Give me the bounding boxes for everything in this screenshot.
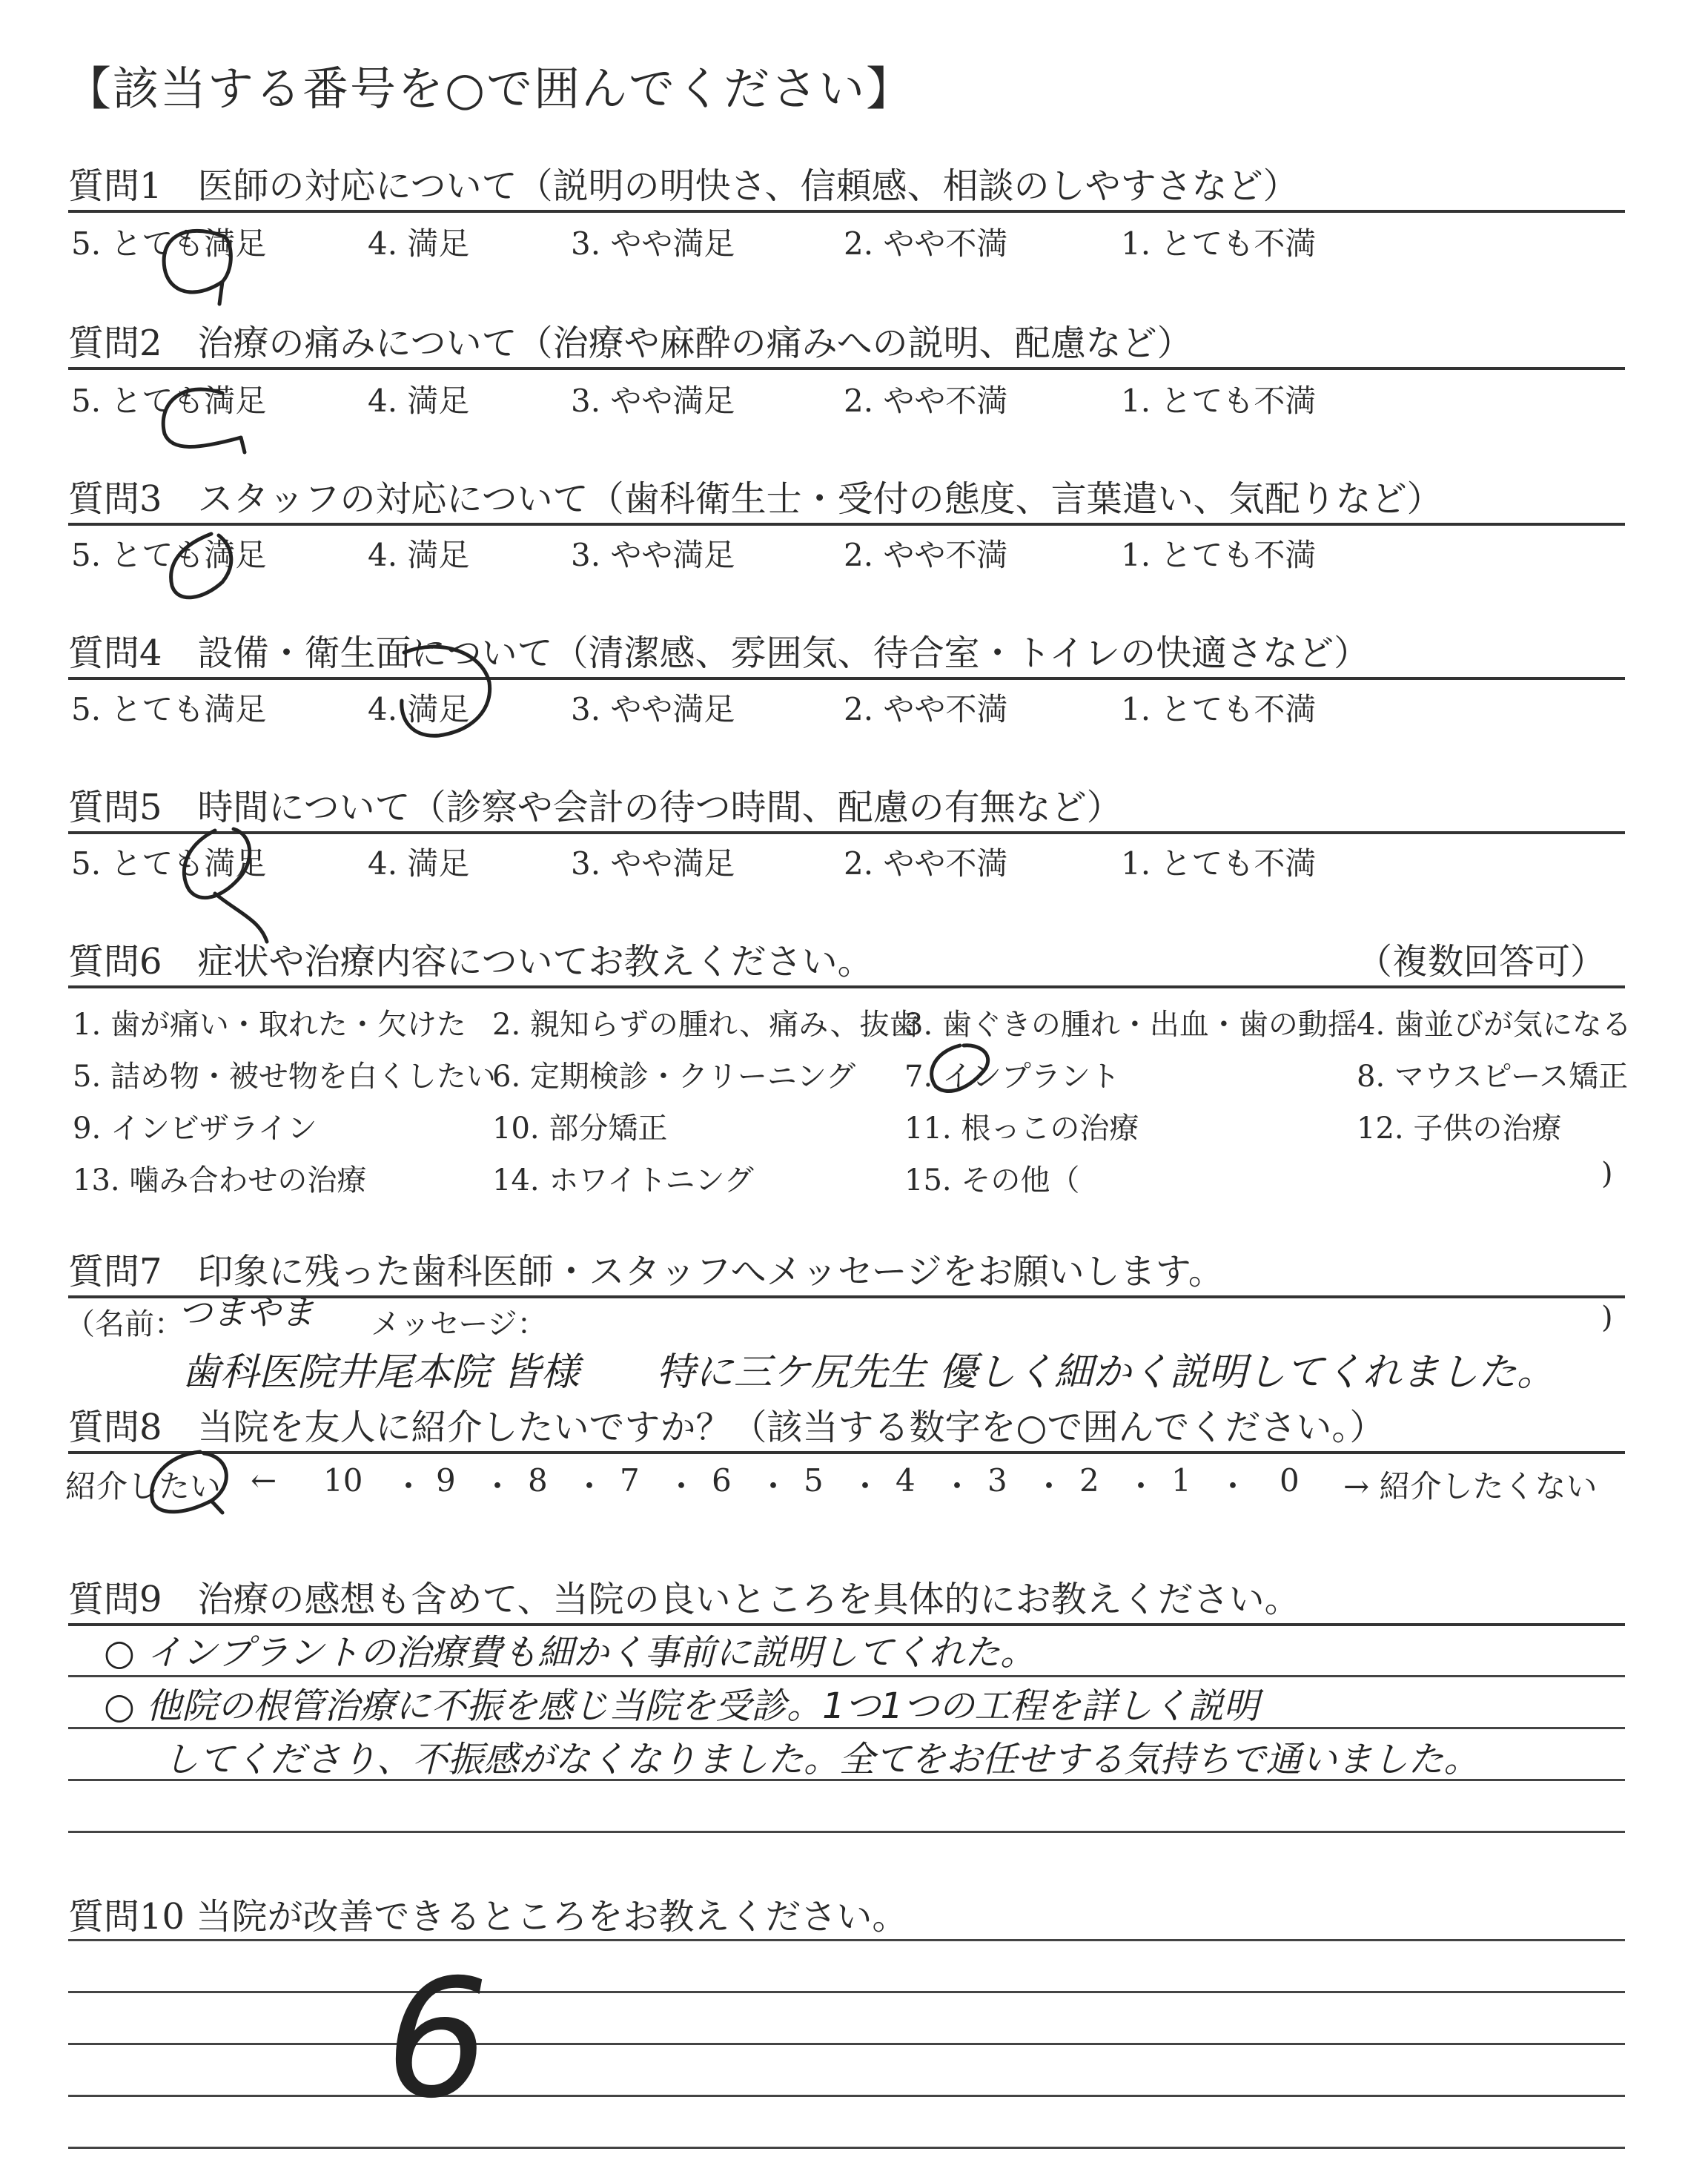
scale-separator: ・ bbox=[1125, 1468, 1157, 1505]
divider bbox=[68, 367, 1625, 370]
q2-option-4[interactable]: 4. 満足 bbox=[368, 383, 470, 419]
scale-separator: ・ bbox=[666, 1468, 698, 1505]
scale-0[interactable]: 0 bbox=[1280, 1462, 1300, 1499]
q5-option-3[interactable]: 3. やや満足 bbox=[571, 845, 735, 882]
divider bbox=[68, 985, 1625, 988]
q6-option-10[interactable]: 10. 部分矯正 bbox=[492, 1112, 668, 1146]
q6-option-12[interactable]: 12. 子供の治療 bbox=[1357, 1112, 1562, 1146]
divider bbox=[68, 523, 1625, 526]
answer-line bbox=[68, 1991, 1625, 1993]
q6-option-9[interactable]: 9. インビザライン bbox=[73, 1112, 317, 1146]
q1-option-3[interactable]: 3. やや満足 bbox=[571, 225, 735, 262]
q3-option-5[interactable]: 5. とても満足 bbox=[71, 537, 267, 573]
q6-option-4[interactable]: 4. 歯並びが気になる bbox=[1357, 1008, 1632, 1042]
q6-option-8[interactable]: 8. マウスピース矯正 bbox=[1357, 1060, 1629, 1094]
q6-option-1[interactable]: 1. 歯が痛い・取れた・欠けた bbox=[73, 1008, 466, 1042]
q4-option-3[interactable]: 3. やや満足 bbox=[571, 691, 735, 727]
scale-7[interactable]: 7 bbox=[620, 1462, 640, 1499]
q2-option-3[interactable]: 3. やや満足 bbox=[571, 383, 735, 419]
scale-separator: ・ bbox=[850, 1468, 881, 1505]
question-9-title: 質問9 治療の感想も含めて、当院の良いところを具体的にお教えください。 bbox=[68, 1579, 1300, 1620]
question-6-title: 質問6 症状や治療内容についてお教えください。 bbox=[68, 941, 873, 982]
q1-option-5[interactable]: 5. とても満足 bbox=[71, 225, 267, 262]
scale-3[interactable]: 3 bbox=[987, 1462, 1007, 1499]
scale-6[interactable]: 6 bbox=[712, 1462, 732, 1499]
q6-option-6[interactable]: 6. 定期検診・クリーニング bbox=[492, 1060, 856, 1094]
answer-line bbox=[68, 2095, 1625, 2097]
q1-option-2[interactable]: 2. やや不満 bbox=[844, 225, 1008, 262]
q1-option-4[interactable]: 4. 満足 bbox=[368, 225, 470, 262]
divider bbox=[68, 1451, 1625, 1454]
q9-answer-line-3[interactable]: してくださり、不振感がなくなりました。全てをお任せする気持ちで通いました。 bbox=[163, 1739, 1480, 1780]
scale-separator: ・ bbox=[482, 1468, 514, 1505]
answer-line bbox=[68, 2147, 1625, 2149]
scale-5[interactable]: 5 bbox=[804, 1462, 824, 1499]
name-value[interactable]: つまやま bbox=[178, 1292, 314, 1332]
q2-option-5[interactable]: 5. とても満足 bbox=[71, 383, 267, 419]
q6-option-3[interactable]: 3. 歯ぐきの腫れ・出血・歯の動揺 bbox=[904, 1008, 1357, 1042]
q6-option-13[interactable]: 13. 噛み合わせの治療 bbox=[73, 1163, 367, 1198]
scale-10[interactable]: 10 bbox=[323, 1462, 363, 1499]
answer-line bbox=[68, 1831, 1625, 1833]
q6-option-11[interactable]: 11. 根っこの治療 bbox=[904, 1112, 1139, 1146]
message-close-paren: ) bbox=[1601, 1301, 1613, 1335]
scale-9[interactable]: 9 bbox=[436, 1462, 456, 1499]
q3-option-2[interactable]: 2. やや不満 bbox=[844, 537, 1008, 573]
question-1-title: 質問1 医師の対応について（説明の明快さ、信頼感、相談のしやすさなど） bbox=[68, 165, 1299, 207]
q4-option-4[interactable]: 4. 満足 bbox=[368, 691, 470, 727]
q9-answer-line-1[interactable]: ○ インプラントの治療費も細かく事前に説明してくれた。 bbox=[104, 1632, 1036, 1674]
scale-1[interactable]: 1 bbox=[1171, 1462, 1191, 1499]
answer-line bbox=[68, 2043, 1625, 2045]
divider bbox=[68, 210, 1625, 213]
q4-option-5[interactable]: 5. とても満足 bbox=[71, 691, 267, 727]
question-10-title: 質問10 当院が改善できるところをお教えください。 bbox=[68, 1896, 908, 1938]
q4-option-2[interactable]: 2. やや不満 bbox=[844, 691, 1008, 727]
scale-separator: ・ bbox=[1033, 1468, 1065, 1505]
answer-line bbox=[68, 1939, 1625, 1941]
question-7-title: 質問7 印象に残った歯科医師・スタッフへメッセージをお願いします。 bbox=[68, 1251, 1224, 1292]
scale-4[interactable]: 4 bbox=[896, 1462, 916, 1499]
scale-2[interactable]: 2 bbox=[1079, 1462, 1099, 1499]
q3-option-3[interactable]: 3. やや満足 bbox=[571, 537, 735, 573]
q1-option-1[interactable]: 1. とても不満 bbox=[1121, 225, 1317, 262]
q2-option-1[interactable]: 1. とても不満 bbox=[1121, 383, 1317, 419]
message-label: メッセージ： bbox=[371, 1307, 547, 1341]
left-arrow: ← bbox=[251, 1462, 277, 1499]
page-header: 【該当する番号を○で囲んでください】 bbox=[65, 62, 914, 116]
q2-option-2[interactable]: 2. やや不満 bbox=[844, 383, 1008, 419]
q4-option-1[interactable]: 1. とても不満 bbox=[1121, 691, 1317, 727]
divider bbox=[68, 831, 1625, 834]
scale-separator: ・ bbox=[1217, 1468, 1249, 1505]
q9-answer-line-2[interactable]: ○ 他院の根管治療に不振を感じ当院を受診。1つ1つの工程を詳しく説明 bbox=[104, 1685, 1260, 1727]
q10-handwritten-answer[interactable]: 6 bbox=[385, 1944, 489, 2134]
recommend-no-label: → 紹介したくない bbox=[1343, 1468, 1598, 1505]
q6-option-14[interactable]: 14. ホワイトニング bbox=[492, 1163, 754, 1198]
scale-separator: ・ bbox=[941, 1468, 973, 1505]
q6-option-7[interactable]: 7. インプラント bbox=[904, 1060, 1120, 1094]
question-2-title: 質問2 治療の痛みについて（治療や麻酔の痛みへの説明、配慮など） bbox=[68, 323, 1193, 364]
q5-option-5[interactable]: 5. とても満足 bbox=[71, 845, 267, 882]
name-label: （名前： bbox=[65, 1307, 184, 1341]
scale-separator: ・ bbox=[393, 1468, 425, 1505]
question-8-title: 質問8 当院を友人に紹介したいですか？（該当する数字を○で囲んでください。） bbox=[68, 1407, 1386, 1448]
q6-other-close-paren: ) bbox=[1601, 1157, 1613, 1191]
question-5-title: 質問5 時間について（診察や会計の待つ時間、配慮の有無など） bbox=[68, 787, 1122, 828]
scale-separator: ・ bbox=[758, 1468, 790, 1505]
q5-option-4[interactable]: 4. 満足 bbox=[368, 845, 470, 882]
question-4-title: 質問4 設備・衛生面について（清潔感、雰囲気、待合室・トイレの快適さなど） bbox=[68, 633, 1370, 674]
scale-8[interactable]: 8 bbox=[528, 1462, 548, 1499]
divider bbox=[68, 677, 1625, 680]
q3-option-1[interactable]: 1. とても不満 bbox=[1121, 537, 1317, 573]
q5-option-2[interactable]: 2. やや不満 bbox=[844, 845, 1008, 882]
question-3-title: 質問3 スタッフの対応について（歯科衛生士・受付の態度、言葉遣い、気配りなど） bbox=[68, 478, 1443, 520]
message-text[interactable]: 歯科医院井尾本院 皆様 特に三ケ尻先生 優しく細かく説明してくれました。 bbox=[182, 1350, 1556, 1395]
q6-option-15[interactable]: 15. その他（ bbox=[904, 1163, 1080, 1198]
q3-option-4[interactable]: 4. 満足 bbox=[368, 537, 470, 573]
q5-option-1[interactable]: 1. とても不満 bbox=[1121, 845, 1317, 882]
q6-option-2[interactable]: 2. 親知らずの腫れ、痛み、抜歯 bbox=[492, 1008, 919, 1042]
q6-option-5[interactable]: 5. 詰め物・被せ物を白くしたい bbox=[73, 1060, 496, 1094]
multiple-answer-note: （複数回答可） bbox=[1357, 941, 1606, 982]
recommend-yes-label: 紹介したい bbox=[65, 1468, 222, 1505]
scale-separator: ・ bbox=[574, 1468, 606, 1505]
